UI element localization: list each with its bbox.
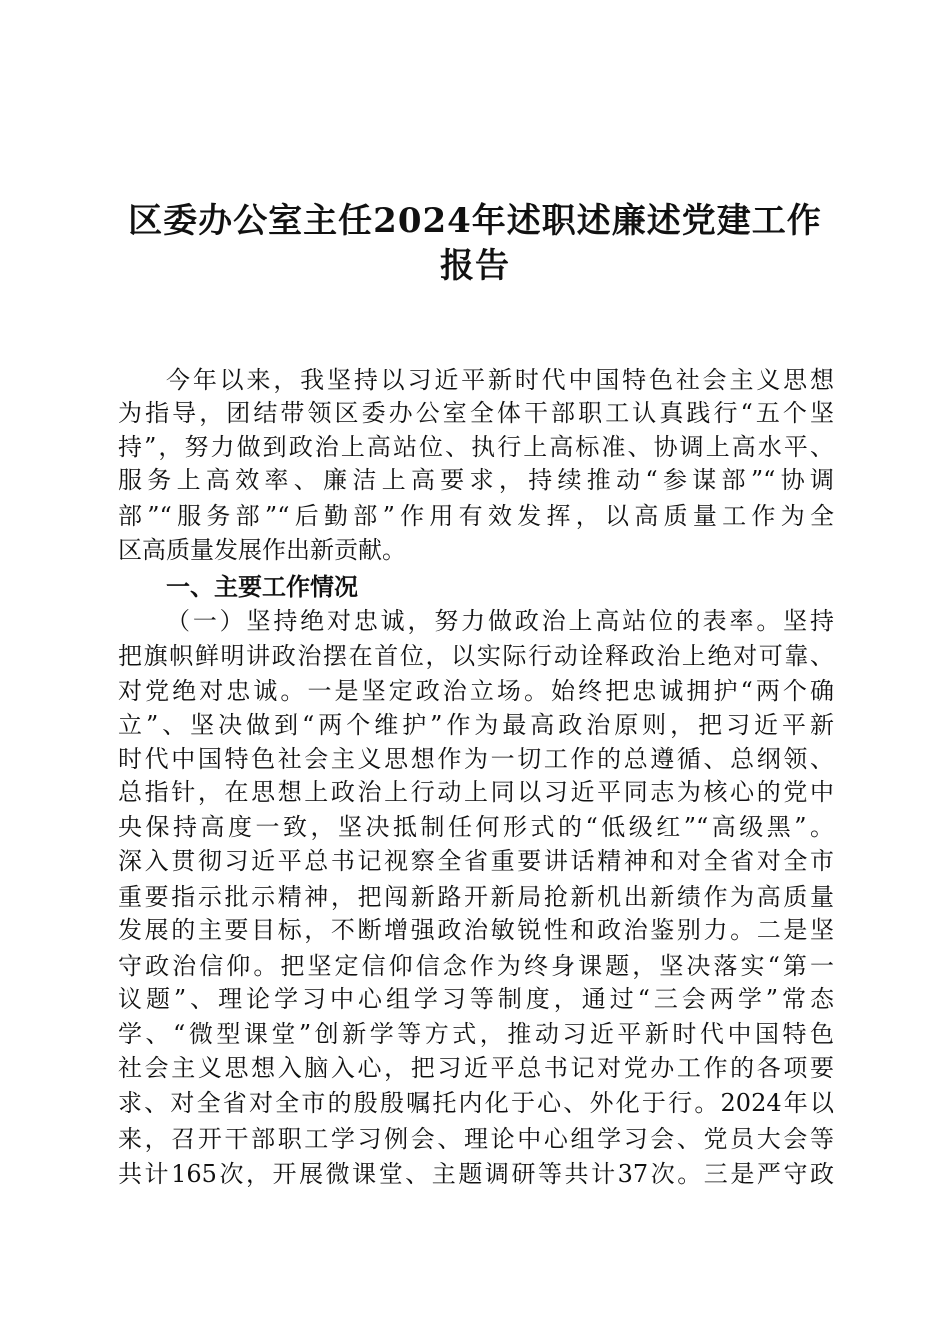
paragraph-2-line: 深入贯彻习近平总书记视察全省重要讲话精神和对全省对全市 — [118, 847, 834, 875]
paragraph-2-line: 把旗帜鲜明讲政治摆在首位，以实际行动诠释政治上绝对可靠、 — [118, 642, 834, 670]
document-title-line-2: 报告 — [440, 246, 510, 286]
paragraph-2-line: 共计165次，开展微课堂、主题调研等共计37次。三是严守政 — [118, 1160, 834, 1188]
paragraph-2-line: 议题”、理论学习中心组学习等制度，通过“三会两学”常态 — [118, 985, 834, 1013]
document-title-line-1: 区委办公室主任2024年述职述廉述党建工作 — [128, 201, 822, 241]
paragraph-2-line: 社会主义思想入脑入心，把习近平总书记对党办工作的各项要 — [118, 1054, 834, 1082]
paragraph-2-line: 央保持高度一致，坚决抵制任何形式的“低级红”“高级黑”。 — [118, 813, 834, 841]
paragraph-1-line: 部”“服务部”“后勤部”作用有效发挥，以高质量工作为全 — [118, 502, 834, 530]
paragraph-2-line: 立”、坚决做到“两个维护”作为最高政治原则，把习近平新 — [118, 711, 834, 739]
paragraph-2-line: 学、“微型课堂”创新学等方式，推动习近平新时代中国特色 — [118, 1020, 834, 1048]
paragraph-1-line: 今年以来，我坚持以习近平新时代中国特色社会主义思想 — [166, 366, 834, 394]
paragraph-2-line: （一）坚持绝对忠诚，努力做政治上高站位的表率。坚持 — [166, 607, 834, 635]
paragraph-2-line: 对党绝对忠诚。一是坚定政治立场。始终把忠诚拥护“两个确 — [118, 677, 834, 705]
paragraph-2-line: 总指针，在思想上政治上行动上同以习近平同志为核心的党中 — [118, 778, 834, 806]
paragraph-1-line: 持”，努力做到政治上高站位、执行上高标准、协调上高水平、 — [118, 433, 834, 461]
paragraph-1-line: 服务上高效率、廉洁上高要求，持续推动“参谋部”“协调 — [118, 466, 834, 494]
paragraph-2-line: 求、对全省对全市的殷殷嘱托内化于心、外化于行。2024年以 — [118, 1089, 834, 1117]
paragraph-2-line: 来，召开干部职工学习例会、理论中心组学习会、党员大会等 — [118, 1125, 834, 1153]
paragraph-2-line: 守政治信仰。把坚定信仰信念作为终身课题，坚决落实“第一 — [118, 952, 834, 980]
paragraph-2-line: 时代中国特色社会主义思想作为一切工作的总遵循、总纲领、 — [118, 745, 834, 773]
paragraph-2-line: 重要指示批示精神，把闯新路开新局抢新机出新绩作为高质量 — [118, 883, 834, 911]
paragraph-2-line: 发展的主要目标，不断增强政治敏锐性和政治鉴别力。二是坚 — [118, 916, 834, 944]
section-heading: 一、主要工作情况 — [166, 573, 358, 601]
paragraph-1-line: 为指导，团结带领区委办公室全体干部职工认真践行“五个坚 — [118, 399, 834, 427]
paragraph-1-line: 区高质量发展作出新贡献。 — [118, 536, 406, 564]
